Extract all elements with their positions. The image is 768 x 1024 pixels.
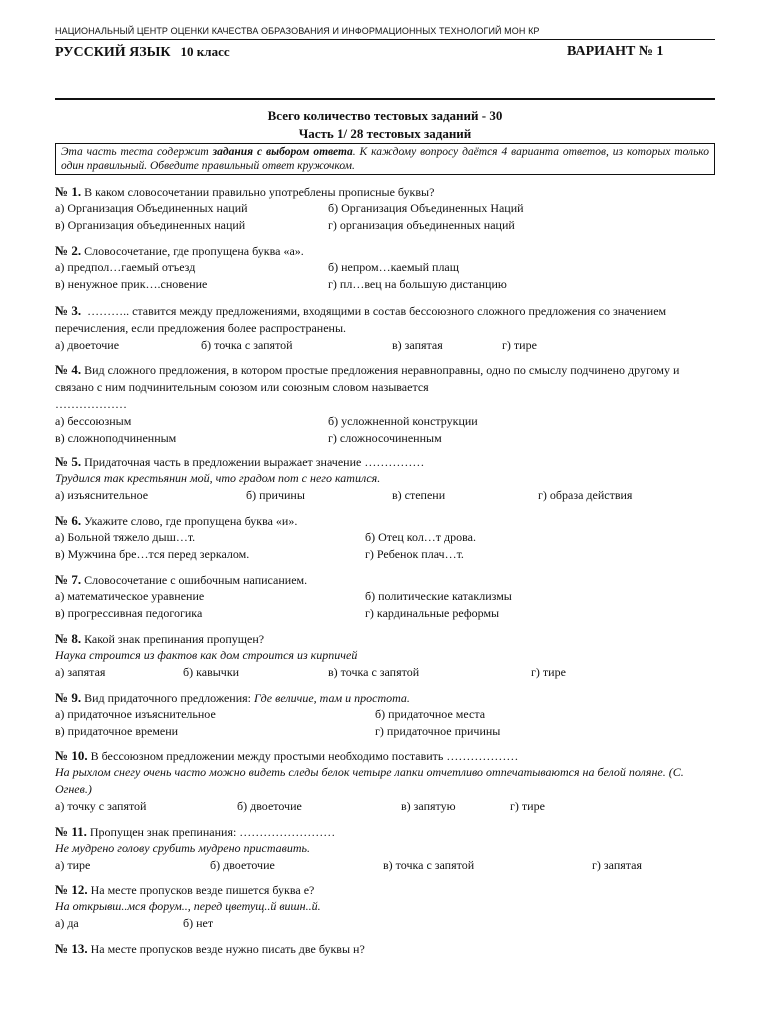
- option-a[interactable]: а) придаточное изъяснительное: [55, 707, 216, 721]
- option-a[interactable]: а) двоеточие: [55, 338, 120, 352]
- question-text: ……….. ставится между предложениями, входящими в состав бессоюзного сложного предложения со значением перечисления, если предложения более распространены.: [55, 304, 667, 335]
- question-text: Придаточная часть в предложении выражает значение ……………: [84, 455, 425, 469]
- question-number: № 11.: [55, 824, 87, 839]
- question-text: Пропущен знак препинания: ……………………: [89, 825, 336, 839]
- option-d[interactable]: г) тире: [502, 338, 537, 352]
- option-c[interactable]: в) Мужчина бре…тся перед зеркалом.: [55, 547, 250, 561]
- question-number: № 8.: [55, 631, 82, 646]
- option-b[interactable]: б) непром…каемый плащ: [328, 260, 459, 274]
- question-number: № 7.: [55, 572, 82, 587]
- option-b[interactable]: б) кавычки: [183, 665, 240, 679]
- example-sentence: Не мудрено голову срубить мудрено приставить.: [55, 841, 311, 855]
- grade-label: 10 класс: [180, 44, 230, 59]
- question-8: [55, 630, 715, 681]
- question-text: В каком словосочетании правильно употреблены прописные буквы?: [84, 185, 435, 199]
- question-12: [55, 881, 715, 932]
- question-text: На месте пропусков везде пишется буква е?: [90, 883, 315, 897]
- option-c[interactable]: в) запятую: [401, 799, 456, 813]
- answer-blank: ………………: [55, 397, 127, 411]
- question-9: [55, 689, 715, 740]
- option-b[interactable]: б) двоеточие: [210, 858, 275, 872]
- option-a[interactable]: а) математическое уравнение: [55, 589, 205, 603]
- option-d[interactable]: г) запятая: [592, 858, 643, 872]
- option-d[interactable]: г) Ребенок плач…т.: [365, 547, 464, 561]
- option-b[interactable]: б) усложненной конструкции: [328, 414, 478, 428]
- question-text: На месте пропусков везде нужно писать две буквы н?: [90, 942, 365, 956]
- instructions-text-end: . К каждому вопросу даётся 4 варианта ответов, из которых только один правильный. Обведите правильный ответ кружочком.: [61, 146, 709, 172]
- option-c[interactable]: в) точка с запятой: [328, 665, 420, 679]
- option-b[interactable]: б) точка с запятой: [201, 338, 293, 352]
- question-2: [55, 242, 715, 293]
- option-a[interactable]: а) Организация Объединенных наций: [55, 201, 248, 215]
- option-a[interactable]: а) Больной тяжело дыш…т.: [55, 530, 196, 544]
- example-sentence: На открывш..мся форум.., перед цветущ..й вишн..й.: [55, 899, 321, 913]
- option-b[interactable]: б) политические катаклизмы: [365, 589, 512, 603]
- option-a[interactable]: а) изъяснительное: [55, 488, 149, 502]
- example-sentence: Наука строится из фактов как дом строится из кирпичей: [55, 648, 358, 662]
- question-number: № 3.: [55, 303, 82, 318]
- option-c[interactable]: в) Организация объединенных наций: [55, 218, 246, 232]
- option-d[interactable]: г) тире: [531, 665, 566, 679]
- option-c[interactable]: в) придаточное времени: [55, 724, 179, 738]
- instructions-text-start: Эта часть теста содержит: [61, 146, 213, 158]
- question-5: [55, 453, 715, 504]
- question-7: [55, 571, 715, 622]
- instructions-box: [55, 143, 715, 175]
- question-number: № 13.: [55, 941, 88, 956]
- option-c[interactable]: в) точка с запятой: [383, 858, 475, 872]
- question-6: [55, 512, 715, 563]
- example-sentence: Трудился так крестьянин мой, что градом пот с него катился.: [55, 471, 381, 485]
- option-c[interactable]: в) запятая: [392, 338, 443, 352]
- question-text: Вид придаточного предложения:: [84, 691, 254, 705]
- option-d[interactable]: г) тире: [510, 799, 545, 813]
- question-number: № 1.: [55, 184, 82, 199]
- option-b[interactable]: б) придаточное места: [375, 707, 486, 721]
- option-d[interactable]: г) кардинальные реформы: [365, 606, 500, 620]
- option-d[interactable]: г) пл…вец на большую дистанцию: [328, 277, 507, 291]
- question-number: № 9.: [55, 690, 82, 705]
- question-number: № 4.: [55, 362, 82, 377]
- subject-label: РУССКИЙ ЯЗЫК: [55, 45, 171, 60]
- title-divider: [55, 98, 715, 100]
- option-d[interactable]: г) образа действия: [538, 488, 633, 502]
- question-number: № 12.: [55, 882, 88, 897]
- option-c[interactable]: в) ненужное прик….сновение: [55, 277, 208, 291]
- option-d[interactable]: г) организация объединенных наций: [328, 218, 515, 232]
- option-a[interactable]: а) тире: [55, 858, 91, 872]
- example-sentence: Где величие, там и простота.: [253, 691, 410, 705]
- question-number: № 2.: [55, 243, 82, 258]
- question-text: В бессоюзном предложении между простыми необходимо поставить ………………: [90, 749, 519, 763]
- option-b[interactable]: б) нет: [183, 916, 214, 930]
- option-b[interactable]: б) двоеточие: [237, 799, 302, 813]
- option-b[interactable]: б) Организация Объединенных Наций: [328, 201, 524, 215]
- question-1: [55, 183, 715, 234]
- organization-name: НАЦИОНАЛЬНЫЙ ЦЕНТР ОЦЕНКИ КАЧЕСТВА ОБРАЗОВАНИЯ И ИНФОРМАЦИОННЫХ ТЕХНОЛОГИЙ МОН КР: [55, 26, 540, 36]
- question-number: № 10.: [55, 748, 88, 763]
- question-text: Словосочетание, где пропущена буква «а».: [84, 244, 304, 258]
- option-a[interactable]: а) бессоюзным: [55, 414, 132, 428]
- variant-label: ВАРИАНТ № 1: [567, 44, 664, 59]
- option-b[interactable]: б) Отец кол…т дрова.: [365, 530, 476, 544]
- question-13: [55, 940, 715, 957]
- part-title: Часть 1/ 28 тестовых заданий: [298, 126, 472, 141]
- question-11: [55, 823, 715, 874]
- option-c[interactable]: в) степени: [392, 488, 446, 502]
- question-text: Вид сложного предложения, в котором простые предложения неравноправны, одно по смыслу подчинено другому и связано с ним подчинительным союзом или союзным словом называется: [55, 363, 680, 394]
- option-a[interactable]: а) предпол…гаемый отъезд: [55, 260, 196, 274]
- question-number: № 5.: [55, 454, 82, 469]
- question-text: Какой знак препинания пропущен?: [84, 632, 265, 646]
- option-c[interactable]: в) прогрессивная педогогика: [55, 606, 203, 620]
- total-tasks-title: Всего количество тестовых заданий - 30: [267, 108, 503, 123]
- instructions-emphasis: задания с выбором ответа: [212, 146, 353, 158]
- question-text: Словосочетание с ошибочным написанием.: [84, 573, 308, 587]
- option-a[interactable]: а) точку с запятой: [55, 799, 147, 813]
- option-c[interactable]: в) сложноподчиненным: [55, 431, 177, 445]
- question-10: [55, 747, 715, 815]
- example-sentence: На рыхлом снегу очень часто можно видеть следы белок четыре лапки отчетливо отпечатываются на белой поляне. (С. Огнев.): [55, 765, 684, 796]
- option-a[interactable]: а) запятая: [55, 665, 106, 679]
- question-3: [55, 302, 715, 354]
- option-b[interactable]: б) причины: [246, 488, 305, 502]
- question-4: [55, 361, 715, 447]
- question-number: № 6.: [55, 513, 82, 528]
- option-a[interactable]: а) да: [55, 916, 79, 930]
- option-d[interactable]: г) придаточное причины: [375, 724, 501, 738]
- question-text: Укажите слово, где пропущена буква «и».: [84, 514, 298, 528]
- header-divider: [55, 39, 715, 40]
- option-d[interactable]: г) сложносочиненным: [328, 431, 442, 445]
- subject-heading: [55, 44, 230, 61]
